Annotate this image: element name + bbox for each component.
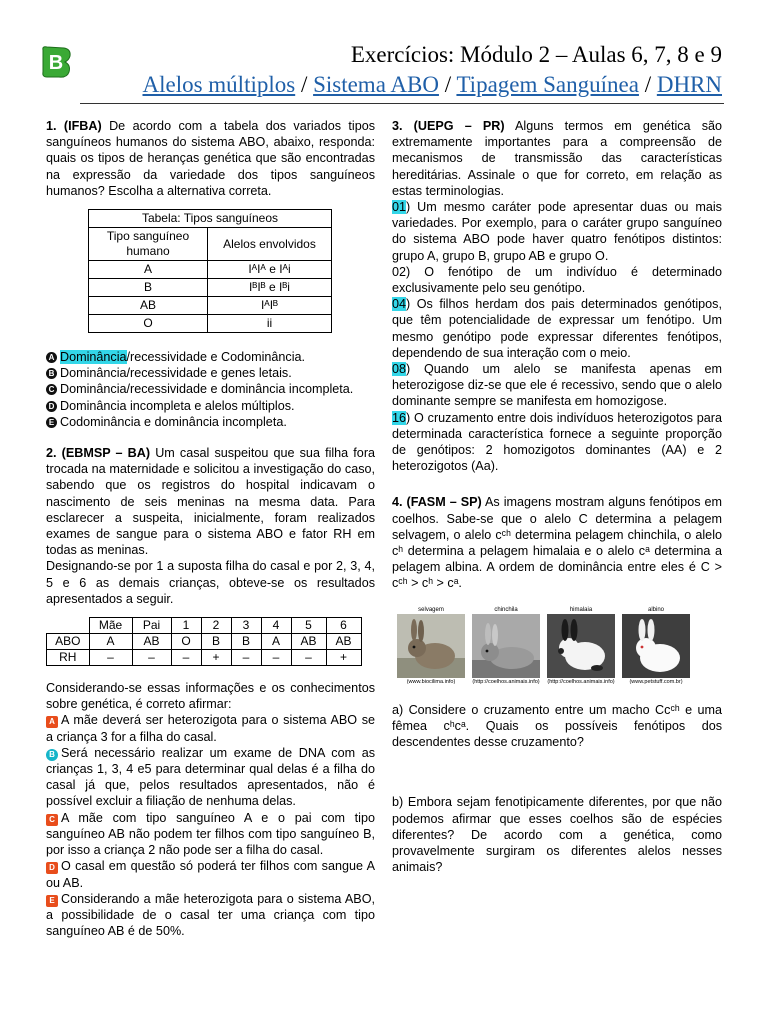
q3-item-08[interactable]: 08) Quando um alelo se manifesta apenas em heterozigose diz-se que ele é recessivo, sendo que o alelo dominante sempre se manifesta em homozigose. <box>392 362 722 409</box>
q2-number: 2. <box>46 446 57 461</box>
header-divider <box>80 103 724 104</box>
q3-number: 3. <box>392 119 403 133</box>
q1-option-c[interactable] <box>46 381 375 397</box>
photo-credit: (www.petstuff.com.br) <box>629 678 683 685</box>
q3-item-02[interactable]: 02) O fenótipo de um indivíduo é determinado exclusivamente pelo seu genótipo. <box>392 264 722 296</box>
item-text: Um mesmo caráter pode apresentar duas ou mais variedades. Por exemplo, para o caráter grupo sanguíneo do sistema ABO pode haver quatro fenótipos distintos: grupo A, grupo B, grupo AB e grupo O. <box>392 200 722 263</box>
blood-type-table <box>88 209 332 333</box>
table-row <box>47 650 362 666</box>
table-header: 5 <box>291 618 326 634</box>
option-letter-icon: D <box>46 401 57 412</box>
table-cell: + <box>326 650 361 666</box>
item-text: Quando um alelo se manifesta apenas em heterozigose diz-se que ele é recessivo, sendo que o alelo dominante sempre se manifesta em homozigose. <box>392 362 722 409</box>
table-row <box>89 297 332 315</box>
q4-source: (FASM – SP) <box>406 495 482 510</box>
q2-text: Um casal suspeitou que sua filha fora trocada na maternidade e solicitou a investigação do caso, sabendo que os registros do hospital indicavam o nascimento de seis meninas na mesma data. Para esclarecer a suspeita, inicialmente, foram realizados exames de sangue para o sistema ABO e fator RH em todas as meninas. <box>46 446 376 558</box>
q4-text: As imagens mostram alguns fenótipos em coelhos. Sabe-se que o alelo C determina a pelagem selvagem, o alelo cᶜʰ determina pelagem chinchila, o alelo cʰ determina a pelagem himalaia e o alelo cᵃ determina a pelagem albina. A ordem de dominância entre eles é C > cᶜʰ > cʰ > cᵃ. <box>392 495 722 591</box>
item-text: O cruzamento entre dois indivíduos heterozigotos para determinada característica fornece a seguinte proporção de genótipos: 2 homozigotos dominantes (AA) e 2 heterozigotos (Aa). <box>392 410 722 474</box>
q2-source: (EBMSP – BA) <box>61 446 151 461</box>
photo-label: himalaia <box>569 606 593 613</box>
photo-credit: (www.biocilima.info) <box>406 678 456 685</box>
q4-statement <box>392 494 722 591</box>
q2-option-d[interactable] <box>46 858 375 890</box>
q2-option-c[interactable] <box>46 810 375 859</box>
rabbit-selvagem-icon <box>397 614 465 678</box>
table-cell: A <box>89 261 208 279</box>
table-cell: RH <box>47 650 90 666</box>
table-row <box>47 634 362 650</box>
photo-label: chinchila <box>494 606 518 613</box>
option-letter-icon: C <box>46 384 57 395</box>
q4-number: 4. <box>392 495 403 510</box>
table-cell: IᴮIᴮ e Iᴮi <box>208 279 332 297</box>
table-cell: O <box>171 634 201 650</box>
table-cell: – <box>231 650 261 666</box>
photo-albino <box>622 606 690 686</box>
q4-part-a: a) Considere o cruzamento entre um macho Ccᶜʰ e uma fêmea cʰcᵃ. Quais os possíveis fenótipos dos descendentes desse cruzamento? <box>392 702 722 750</box>
item-text: Os filhos herdam dos pais determinados genótipos, que têm potencialidade de expressar um fenótipo. Um mesmo genótipo pode expressar diferentes fenótipos, dependendo de sua interação com o meio. <box>392 297 722 360</box>
option-text: Dominância/recessividade e dominância incompleta. <box>60 382 354 397</box>
exam-results-table <box>46 617 362 666</box>
table-header: Alelos envolvidos <box>208 228 332 261</box>
link-separator: / <box>638 72 657 97</box>
table-caption: Tabela: Tipos sanguíneos <box>89 210 332 228</box>
q3-text: Alguns termos em genética são extremamente importantes para a compreensão de mecanismos de transmissão das características hereditárias. Assinale o que for correto, em relação as estas terminologias. <box>392 119 722 198</box>
q2-statement <box>46 445 375 558</box>
link-alelos-multiplos[interactable]: Alelos múltiplos <box>142 72 296 97</box>
option-highlight: Dominância <box>60 350 127 365</box>
item-text: O fenótipo de um indivíduo é determinado exclusivamente pelo seu genótipo. <box>392 264 722 296</box>
q2-option-a[interactable] <box>46 712 375 744</box>
q2-designation: Designando-se por 1 a suposta filha do casal e por 2, 3, 4, 5 e 6 as demais crianças, obteve-se os resultados apresentados a seguir. <box>46 559 375 606</box>
table-cell: B <box>201 634 231 650</box>
photo-chinchila <box>472 606 540 686</box>
q3-item-01[interactable]: 01) Um mesmo caráter pode apresentar duas ou mais variedades. Por exemplo, para o caráter grupo sanguíneo do sistema ABO pode haver quatro fenótipos distintos: grupo A, grupo B, grupo AB e grupo O. <box>392 200 722 263</box>
table-header <box>47 618 90 634</box>
q1-number: 1. <box>46 119 57 133</box>
item-number: 04 <box>392 297 407 312</box>
logo-b-icon <box>38 44 74 80</box>
q2-option-b[interactable] <box>46 745 375 810</box>
q1-source: (IFBA) <box>63 119 102 133</box>
q1-statement <box>46 118 375 199</box>
q3-item-04[interactable]: 04) Os filhos herdam dos pais determinados genótipos, que têm potencialidade de expressar um fenótipo. Um mesmo genótipo pode expressar diferentes fenótipos, dependendo de sua interação com o meio. <box>392 297 722 360</box>
table-header: 2 <box>201 618 231 634</box>
option-text: Dominância/recessividade e genes letais. <box>60 366 292 381</box>
table-cell: A <box>89 634 132 650</box>
table-header: 3 <box>231 618 261 634</box>
photo-credit: (http://coelhos.animais.info) <box>472 678 540 685</box>
option-text: A mãe com tipo sanguíneo A e o pai com tipo sanguíneo AB não podem ter filhos com tipo sanguíneo B, por isso a criança 2 não pode ser a filha do casal. <box>46 810 375 858</box>
option-letter-icon: E <box>46 417 57 428</box>
table-cell: IᴬIᴬ e Iᴬi <box>208 261 332 279</box>
link-tipagem-sanguinea[interactable]: Tipagem Sanguínea <box>456 72 639 97</box>
q2-prompt: Considerando-se essas informações e os conhecimentos sobre genética, é correto afirmar: <box>46 681 375 712</box>
photo-himalaia <box>547 606 615 686</box>
q1-text: De acordo com a tabela dos variados tipos sanguíneos humanos do sistema ABO, abaixo, responda: quais os tipos de heranças genética que são encontradas na expressão da variedade dos tipos sanguíneos humanos? Escolha a alternativa correta. <box>46 119 376 198</box>
q3-item-16[interactable]: 16) O cruzamento entre dois indivíduos heterozigotos para determinada característica fornece a seguinte proporção de genótipos: 2 homozigotos dominantes (AA) e 2 heterozigotos (Aa). <box>392 410 722 474</box>
table-row <box>89 315 332 333</box>
table-cell: AB <box>132 634 171 650</box>
option-text: O casal em questão só poderá ter filhos com sangue A ou AB. <box>46 859 375 890</box>
rabbit-chinchila-icon <box>472 614 540 678</box>
rabbit-himalaia-icon <box>547 614 615 678</box>
link-separator: / <box>295 72 314 97</box>
photo-label: albino <box>647 606 664 613</box>
table-cell: ii <box>208 315 332 333</box>
option-letter-icon: B <box>46 368 57 379</box>
option-letter-icon: B <box>46 749 58 761</box>
table-cell: B <box>89 279 208 297</box>
q2-option-e[interactable] <box>46 891 375 940</box>
option-text: A mãe deverá ser heterozigota para o sistema ABO se a criança 3 for a filha do casal. <box>46 713 375 744</box>
table-cell: – <box>291 650 326 666</box>
option-letter-icon: A <box>46 716 58 728</box>
rabbit-photos <box>397 606 722 686</box>
topic-links <box>142 72 722 98</box>
q1-option-e[interactable] <box>46 414 375 430</box>
table-cell: AB <box>326 634 361 650</box>
table-cell: ABO <box>47 634 90 650</box>
page-title: Exercícios: Módulo 2 – Aulas 6, 7, 8 e 9 <box>350 42 722 67</box>
option-letter-icon: D <box>46 862 58 874</box>
photo-label: selvagem <box>418 606 444 613</box>
table-cell: + <box>201 650 231 666</box>
option-text: Codominância e dominância incompleta. <box>60 414 287 429</box>
photo-selvagem <box>397 606 465 686</box>
svg-text:B: B <box>48 52 64 74</box>
option-letter-icon: E <box>46 895 58 907</box>
right-column <box>392 118 722 875</box>
table-cell: IᴬIᴮ <box>208 297 332 315</box>
option-text: Será necessário realizar um exame de DNA com as crianças 1, 3, 4 e5 para determinar qual delas é a filha do casal já que, pelos resultados apresentados, não é possível excluir a filiação de nenhuma delas. <box>46 745 375 809</box>
q1-option-d[interactable] <box>46 398 375 414</box>
q3-source: (UEPG – PR) <box>413 119 505 133</box>
table-row <box>89 261 332 279</box>
table-header: Pai <box>132 618 171 634</box>
option-text: Dominância incompleta e alelos múltiplos. <box>60 398 295 413</box>
q1-option-a[interactable] <box>46 349 375 365</box>
table-cell: – <box>261 650 291 666</box>
q1-option-b[interactable] <box>46 365 375 381</box>
q3-statement <box>392 118 722 199</box>
table-cell: – <box>132 650 171 666</box>
table-header: Mãe <box>89 618 132 634</box>
link-separator: / <box>438 72 457 97</box>
table-cell: – <box>89 650 132 666</box>
item-number: 08 <box>392 362 407 377</box>
left-column <box>46 118 375 939</box>
table-cell: B <box>231 634 261 650</box>
rabbit-albino-icon <box>622 614 690 678</box>
option-letter-icon: C <box>46 814 58 826</box>
item-number: 02 <box>392 264 407 279</box>
table-cell: AB <box>89 297 208 315</box>
link-sistema-abo[interactable]: Sistema ABO <box>313 72 439 97</box>
table-header: 1 <box>171 618 201 634</box>
table-header: 4 <box>261 618 291 634</box>
table-cell: O <box>89 315 208 333</box>
table-header: 6 <box>326 618 361 634</box>
option-text: Considerando a mãe heterozigota para o sistema ABO, a possibilidade de o casal ter uma criança com tipo sanguíneo AB é de 50%. <box>46 891 375 939</box>
table-cell: AB <box>291 634 326 650</box>
link-dhrn[interactable]: DHRN <box>656 72 722 97</box>
photo-credit: (http://coelhos.animais.info) <box>547 678 615 685</box>
table-cell: A <box>261 634 291 650</box>
option-letter-icon: A <box>46 352 57 363</box>
q4-part-b: b) Embora sejam fenotipicamente diferentes, por que não podemos afirmar que esses coelhos são de espécies diferentes? De acordo com a genética, como provavelmente surgiram os diferentes alelos nesses animais? <box>392 795 722 875</box>
table-row <box>89 279 332 297</box>
table-cell: – <box>171 650 201 666</box>
item-number: 16 <box>392 410 407 425</box>
item-number: 01 <box>392 200 407 215</box>
table-header: Tipo sanguíneo humano <box>89 228 208 261</box>
option-text: /recessividade e Codominância. <box>126 350 306 365</box>
